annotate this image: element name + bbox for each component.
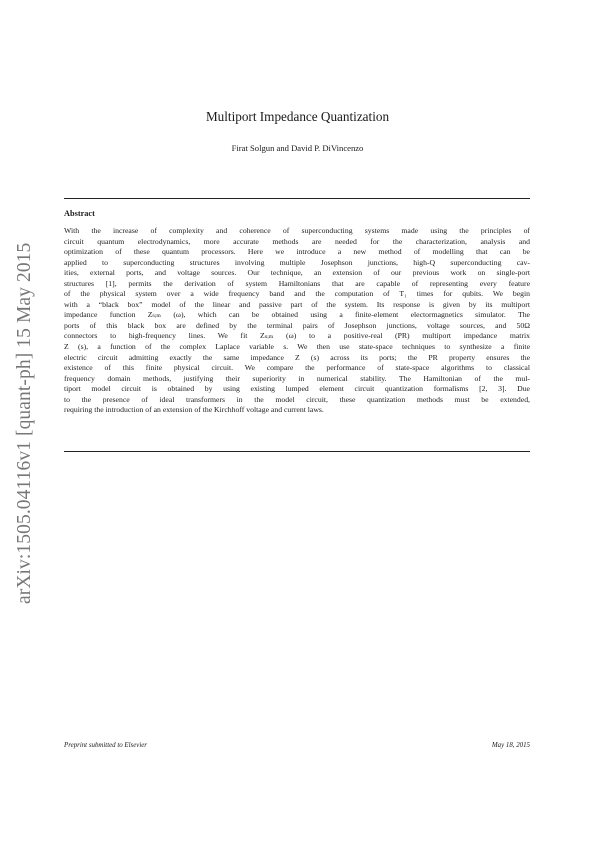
abstract-line: with a “black box” model of the linear and passive part of the system. Its response is given by its multiport [64,299,530,309]
abstract-line: of the physical system over a wide frequency band and the computation of T₁ times for qubits. We begin [64,289,530,299]
abstract-line: impedance function Zₛᵢₘ (ω), which can be obtained using a finite-element electormagnetics simulator. The [64,310,530,320]
abstract-line: existence of this finite physical circuit. We compare the performance of state-space algorithms to classical [64,363,530,373]
abstract-line: ports of this black box are defined by the terminal pairs of Josephson junctions, voltage sources, and 50Ω [64,320,530,330]
abstract-line: electric circuit admitting exactly the same impedance Z (s) across its ports; the PR property ensures the [64,352,530,362]
abstract-heading: Abstract [64,209,95,218]
paper-authors: Firat Solgun and David P. DiVincenzo [231,143,364,153]
abstract-bottom-rule [64,451,530,452]
preprint-date: May 18, 2015 [491,742,530,749]
abstract-top-rule [64,198,530,199]
arxiv-identifier: arXiv:1505.04116v1 [quant-ph] 15 May 2015 [14,242,35,604]
abstract-body [64,226,530,416]
abstract-line: With the increase of complexity and coherence of superconducting systems made using the principles of [64,226,530,235]
abstract-line: frequency domain methods, justifying their superiority in numerical stability. The Hamiltonian of the mul- [64,373,530,383]
preprint-note: Preprint submitted to Elsevier [64,742,147,749]
abstract-line: requiring the introduction of an extension of the Kirchhoff voltage and current laws. [64,405,324,415]
abstract-line: connectors to high-frequency lines. We fit Zₛᵢₘ (ω) to a positive-real (PR) multiport impedance matrix [64,331,530,341]
abstract-line: applied to superconducting structures involving multiple Josephson junctions, high-Q superconducting cav- [64,257,530,267]
abstract-line: Z (s), a function of the complex Laplace variable s. We then use state-space techniques to synthesize a finite [64,342,530,352]
abstract-line: optimization of these quantum processors. Here we introduce a new method of modelling that can be [64,247,530,257]
abstract-line: circuit quantum electrodynamics, more accurate methods are needed for the characterization, analysis and [64,236,530,246]
abstract-line: tiport model circuit is obtained by using existing lumped element circuit quantization formalisms [2, 3]. Due [64,384,530,394]
abstract-line: ities, external ports, and voltage sources. Our technique, an extension of our previous work on single-port [64,268,530,278]
abstract-line: structures [1], permits the derivation of system Hamiltonians that are capable of representing every feature [64,278,530,288]
paper-title: Multiport Impedance Quantization [205,109,390,124]
abstract-line: to the presence of ideal transformers in the model circuit, these quantization methods must be extended, [64,394,530,404]
